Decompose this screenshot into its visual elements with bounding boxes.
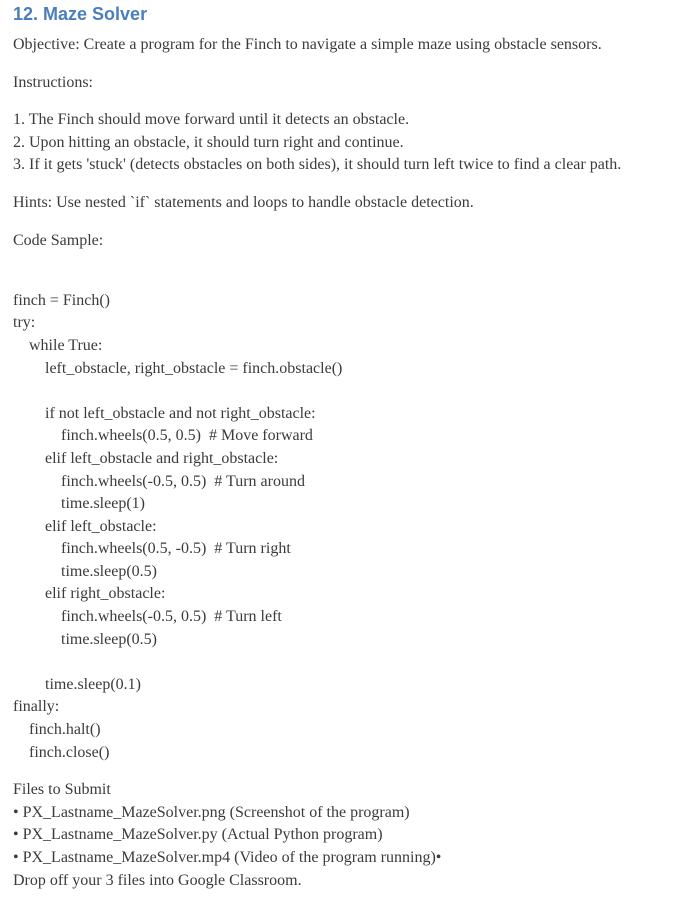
code-line: elif left_obstacle: (13, 517, 157, 535)
file-item: • PX_Lastname_MazeSolver.mp4 (Video of the program running)• (13, 849, 442, 866)
files-heading: Files to Submit (13, 781, 111, 799)
code-line (13, 267, 679, 290)
instructions-list (13, 109, 679, 177)
code-line: time.sleep(0.5) (13, 562, 157, 580)
instruction-item: 1. The Finch should move forward until it detects an obstacle. (13, 111, 410, 129)
code-line: finally: (13, 698, 60, 716)
code-line: left_obstacle, right_obstacle = finch.obstacle() (13, 359, 343, 377)
code-sample-label: Code Sample: (13, 231, 104, 249)
code-line: finch.wheels(0.5, -0.5) # Turn right (13, 540, 291, 558)
code-line (13, 651, 679, 674)
code-line: try: (13, 314, 36, 332)
file-item: • PX_Lastname_MazeSolver.png (Screenshot of the program) (13, 803, 410, 821)
instruction-item: 3. If it gets 'stuck' (detects obstacles on both sides), it should turn left twice to find a clear path. (13, 156, 622, 174)
files-to-submit-section (13, 779, 679, 892)
code-line: time.sleep(0.1) (13, 675, 141, 693)
code-line: finch.wheels(0.5, 0.5) # Move forward (13, 427, 313, 445)
code-line: elif right_obstacle: (13, 585, 166, 603)
instruction-item: 2. Upon hitting an obstacle, it should turn right and continue. (13, 133, 404, 151)
code-line: finch.close() (13, 743, 110, 761)
code-line: finch = Finch() (13, 291, 110, 309)
code-block (13, 267, 679, 764)
code-line: while True: (13, 336, 103, 354)
page-title: 12. Maze Solver (13, 4, 148, 24)
file-item: • PX_Lastname_MazeSolver.py (Actual Python program) (13, 826, 383, 844)
code-line: time.sleep(1) (13, 495, 145, 513)
code-line: time.sleep(0.5) (13, 630, 157, 648)
code-line: if not left_obstacle and not right_obstacle: (13, 404, 316, 422)
code-line: finch.wheels(-0.5, 0.5) # Turn left (13, 608, 282, 626)
code-line: finch.halt() (13, 721, 101, 739)
objective-text: Objective: Create a program for the Finch to navigate a simple maze using obstacle sensors. (13, 36, 602, 53)
code-line: elif left_obstacle and right_obstacle: (13, 449, 279, 467)
code-line (13, 380, 679, 403)
closing-text: Drop off your 3 files into Google Classroom. (13, 871, 302, 889)
instructions-label: Instructions: (13, 73, 93, 91)
code-line: finch.wheels(-0.5, 0.5) # Turn around (13, 472, 305, 490)
hints-text: Hints: Use nested `if` statements and loops to handle obstacle detection. (13, 193, 474, 211)
